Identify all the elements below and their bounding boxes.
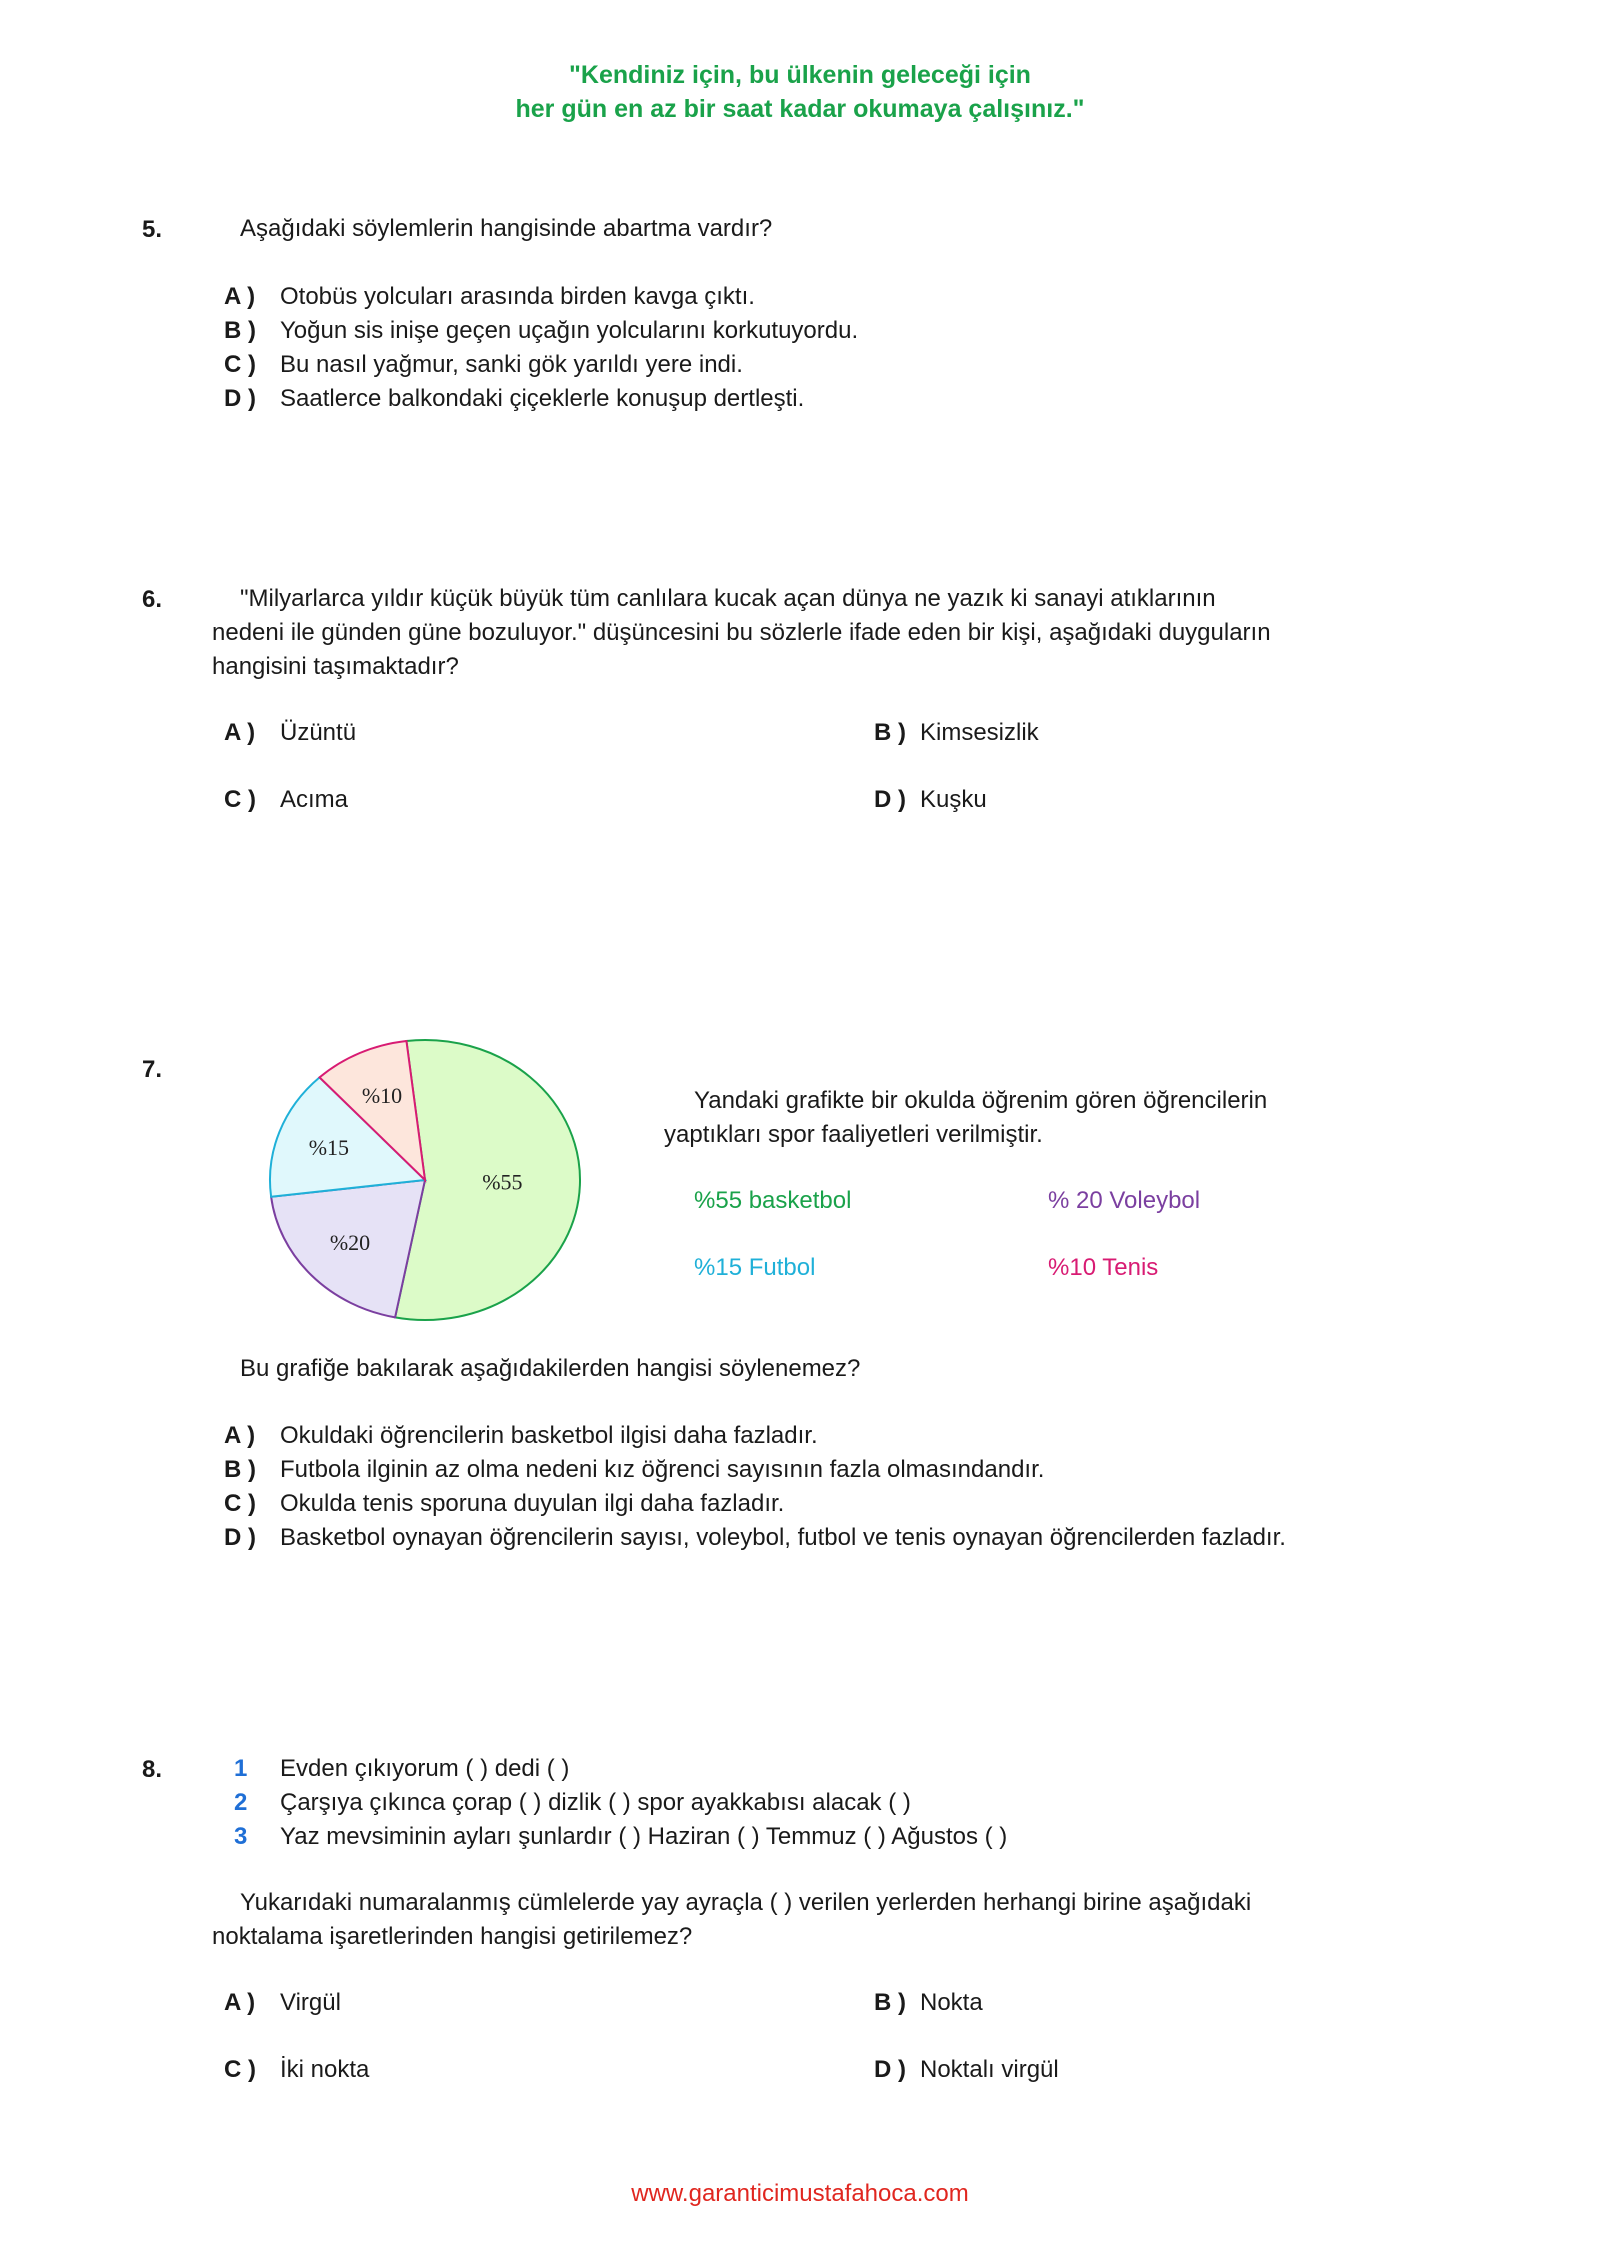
option-text: Noktalı virgül xyxy=(920,2056,1059,2083)
option-text: Kimsesizlik xyxy=(920,719,1039,746)
option-d[interactable] xyxy=(874,783,987,817)
option-b[interactable] xyxy=(224,314,858,348)
option-text: Yoğun sis inişe geçen uçağın yolcularını korkutuyordu. xyxy=(280,317,859,344)
sentence-3 xyxy=(234,1820,1007,1854)
option-a[interactable] xyxy=(224,280,858,314)
legend-voleybol: % 20 Voleybol xyxy=(1048,1187,1201,1214)
option-text: Futbola ilginin az olma nedeni kız öğrenci sayısının fazla olmasındandır. xyxy=(280,1456,1045,1483)
option-letter: B ) xyxy=(224,317,256,344)
question-8-text xyxy=(212,1886,1251,1954)
option-c[interactable] xyxy=(224,2053,369,2087)
option-letter: C ) xyxy=(224,1490,256,1517)
option-letter: B ) xyxy=(874,1989,906,2016)
pie-chart xyxy=(250,1035,600,1345)
option-text: İki nokta xyxy=(280,2056,370,2083)
option-text: Kuşku xyxy=(920,786,987,813)
option-letter: A ) xyxy=(224,283,256,310)
question-7-description xyxy=(664,1084,1267,1152)
option-text: Üzüntü xyxy=(280,719,357,746)
question-5-options xyxy=(224,280,858,416)
option-text: Bu nasıl yağmur, sanki gök yarıldı yere indi. xyxy=(280,351,743,378)
legend-futbol: %15 Futbol xyxy=(694,1254,816,1281)
sentence-1 xyxy=(234,1752,1007,1786)
pie-slice-label: %15 xyxy=(308,1135,350,1161)
option-letter: A ) xyxy=(224,1422,256,1449)
description-line-2: yaptıkları spor faaliyetleri verilmiştir. xyxy=(664,1121,1043,1148)
option-b[interactable] xyxy=(874,716,1039,750)
header-quote xyxy=(0,58,1600,126)
sentence-text: Evden çıkıyorum ( ) dedi ( ) xyxy=(280,1755,570,1782)
question-8-line-1: Yukarıdaki numaralanmış cümlelerde yay ayraçla ( ) verilen yerlerden herhangi birine aşağıdaki xyxy=(240,1889,1252,1916)
option-c[interactable] xyxy=(224,1487,1286,1521)
option-c[interactable] xyxy=(224,783,348,817)
option-d[interactable] xyxy=(224,382,858,416)
sentence-number: 3 xyxy=(234,1823,248,1850)
sentence-number: 2 xyxy=(234,1789,248,1816)
option-b[interactable] xyxy=(874,1986,983,2020)
question-5-number: 5. xyxy=(142,216,163,243)
option-text: Nokta xyxy=(920,1989,983,2016)
option-c[interactable] xyxy=(224,348,858,382)
numbered-sentences xyxy=(234,1752,1007,1854)
question-7-text: Bu grafiğe bakılarak aşağıdakilerden hangisi söylenemez? xyxy=(240,1355,861,1382)
description-line-1: Yandaki grafikte bir okulda öğrenim gören öğrencilerin xyxy=(694,1087,1268,1114)
sentence-number: 1 xyxy=(234,1755,248,1782)
question-7-number: 7. xyxy=(142,1056,163,1083)
option-text: Okulda tenis sporuna duyulan ilgi daha fazladır. xyxy=(280,1490,785,1517)
question-6-number: 6. xyxy=(142,586,163,613)
option-text: Acıma xyxy=(280,786,349,813)
option-a[interactable] xyxy=(224,1986,341,2020)
option-letter: B ) xyxy=(224,1456,256,1483)
pie-slice-label: %10 xyxy=(361,1083,403,1109)
option-letter: D ) xyxy=(874,786,906,813)
option-text: Basketbol oynayan öğrencilerin sayısı, voleybol, futbol ve tenis oynayan öğrencilerden fazladır. xyxy=(280,1524,1286,1551)
header-line-1: "Kendiniz için, bu ülkenin geleceği için xyxy=(569,61,1031,89)
option-letter: C ) xyxy=(224,786,256,813)
question-8-line-2: noktalama işaretlerinden hangisi getirilemez? xyxy=(212,1923,693,1950)
sentence-text: Çarşıya çıkınca çorap ( ) dizlik ( ) spor ayakkabısı alacak ( ) xyxy=(280,1789,911,1816)
pie-slice-label: %20 xyxy=(329,1229,371,1255)
legend-tenis: %10 Tenis xyxy=(1048,1254,1159,1281)
footer-url[interactable]: www.garanticimustafahoca.com xyxy=(631,2180,969,2207)
question-6-line-1: "Milyarlarca yıldır küçük büyük tüm canlılara kucak açan dünya ne yazık ki sanayi atıklarının xyxy=(240,585,1216,612)
option-letter: C ) xyxy=(224,351,256,378)
sentence-2 xyxy=(234,1786,1007,1820)
question-5-text: Aşağıdaki söylemlerin hangisinde abartma vardır? xyxy=(240,215,773,242)
question-6-line-3: hangisini taşımaktadır? xyxy=(212,653,459,680)
option-letter: A ) xyxy=(224,719,256,746)
question-8-number: 8. xyxy=(142,1756,163,1783)
legend-basketbol: %55 basketbol xyxy=(694,1187,852,1214)
option-letter: A ) xyxy=(224,1989,256,2016)
option-a[interactable] xyxy=(224,1419,1286,1453)
option-letter: D ) xyxy=(874,2056,906,2083)
question-6-text xyxy=(212,582,1271,684)
option-letter: D ) xyxy=(224,385,256,412)
option-text: Saatlerce balkondaki çiçeklerle konuşup dertleşti. xyxy=(280,385,805,412)
question-6-line-2: nedeni ile günden güne bozuluyor." düşüncesini bu sözlerle ifade eden bir kişi, aşağıdaki duyguların xyxy=(212,619,1271,646)
option-a[interactable] xyxy=(224,716,356,750)
option-text: Okuldaki öğrencilerin basketbol ilgisi daha fazladır. xyxy=(280,1422,818,1449)
option-letter: C ) xyxy=(224,2056,256,2083)
option-letter: B ) xyxy=(874,719,906,746)
option-letter: D ) xyxy=(224,1524,256,1551)
option-d[interactable] xyxy=(874,2053,1059,2087)
header-line-2: her gün en az bir saat kadar okumaya çalışınız." xyxy=(515,95,1085,123)
option-text: Otobüs yolcuları arasında birden kavga çıktı. xyxy=(280,283,755,310)
sentence-text: Yaz mevsiminin ayları şunlardır ( ) Haziran ( ) Temmuz ( ) Ağustos ( ) xyxy=(280,1823,1008,1850)
option-text: Virgül xyxy=(280,1989,341,2016)
question-7-options xyxy=(224,1419,1286,1555)
pie-slice-label: %55 xyxy=(482,1169,523,1195)
option-b[interactable] xyxy=(224,1453,1286,1487)
option-d[interactable] xyxy=(224,1521,1286,1555)
